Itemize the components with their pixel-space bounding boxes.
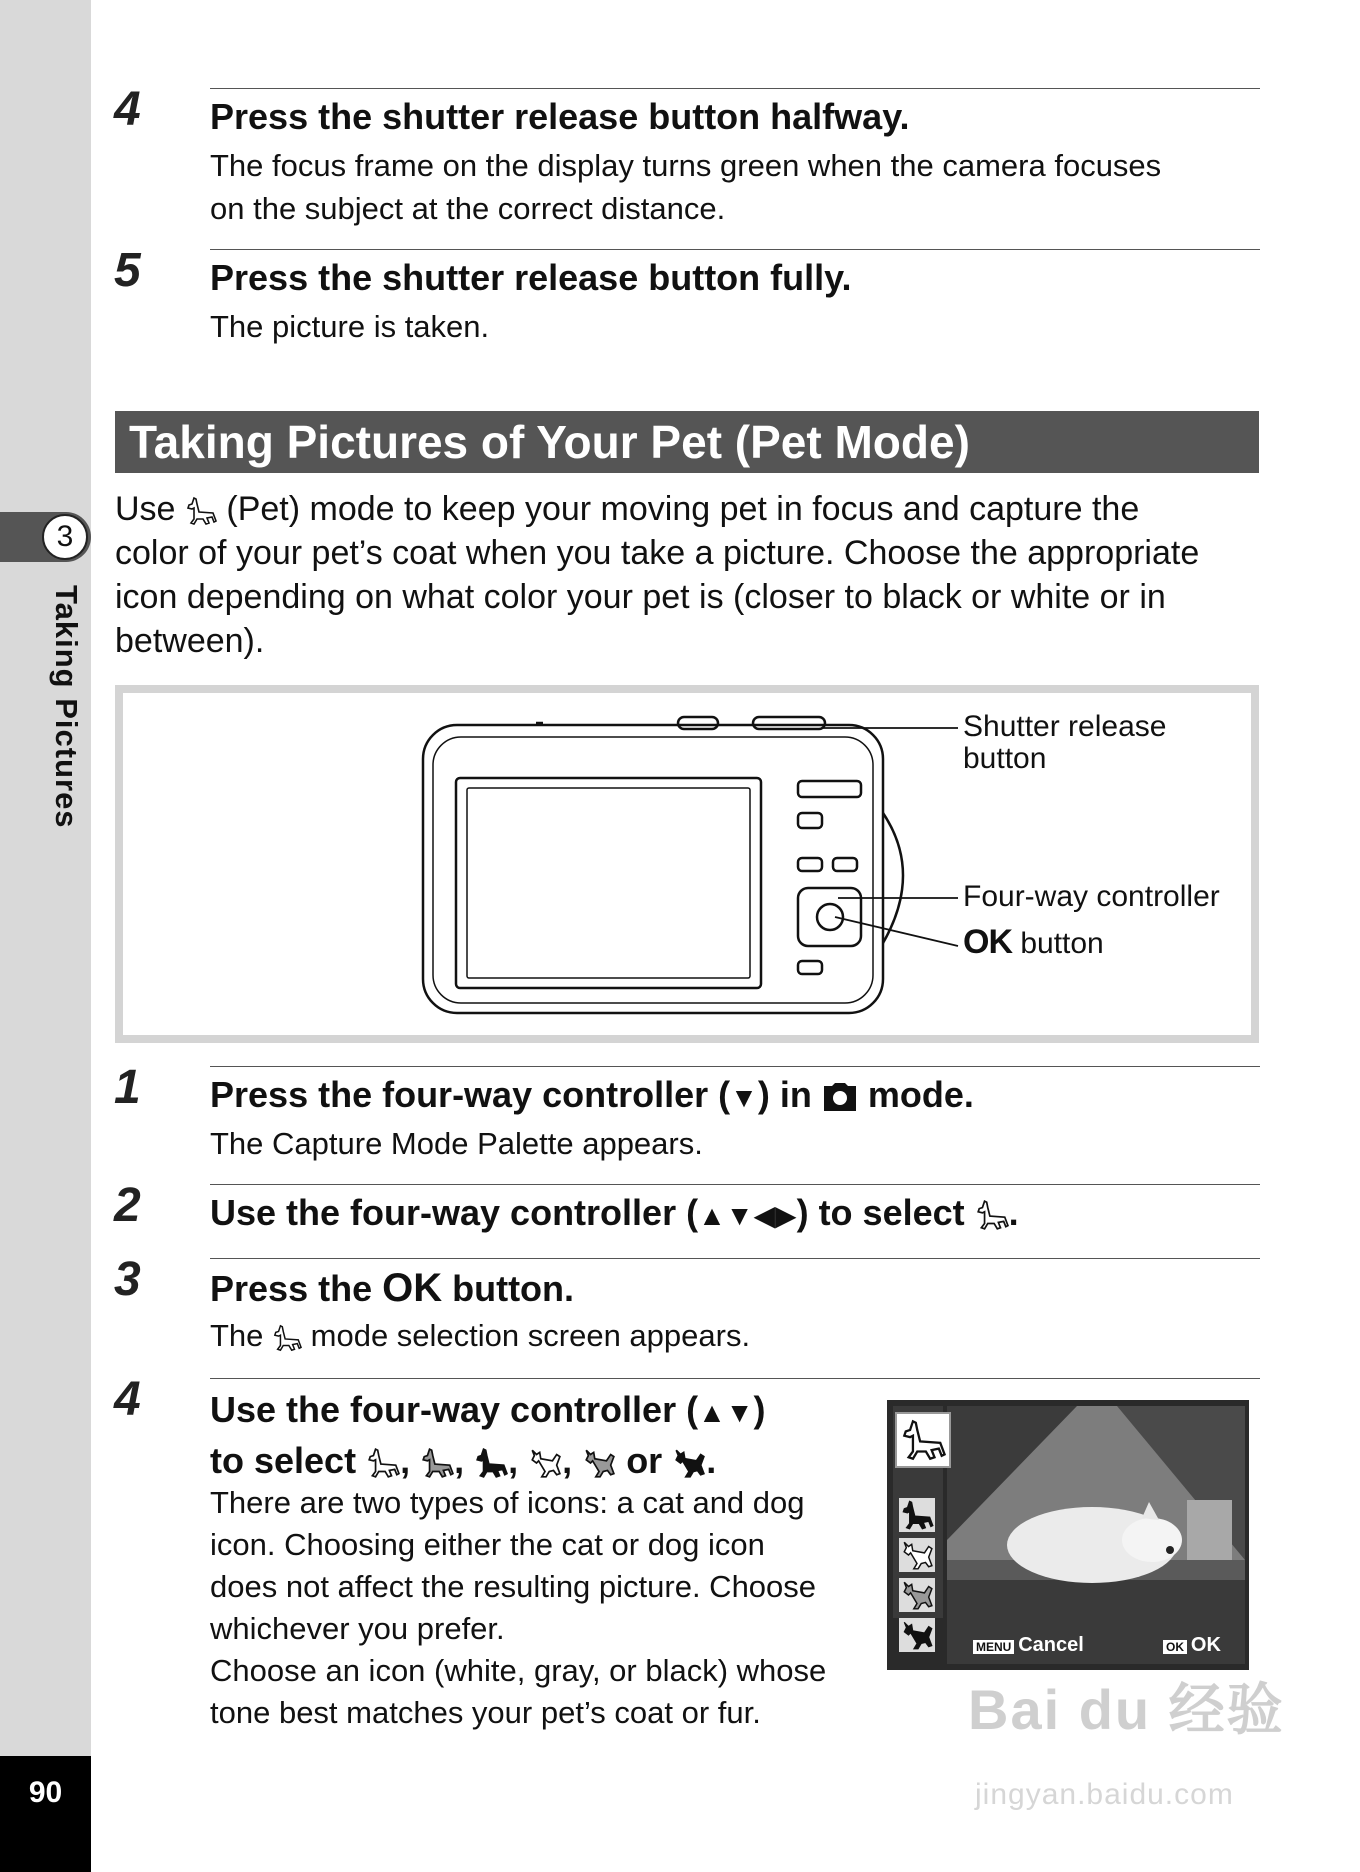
pet-dog-white-icon	[185, 495, 217, 527]
chapter-title: Taking Pictures	[49, 585, 84, 829]
step-divider	[210, 1258, 1260, 1259]
callout-text: button	[963, 742, 1047, 775]
pet-cat-gray-icon[interactable]	[899, 1578, 935, 1612]
pet-cat-white-icon[interactable]	[899, 1538, 935, 1572]
ok-mark: OK	[963, 923, 1012, 961]
callout-text: button	[1012, 927, 1104, 960]
step-description: The Capture Mode Palette appears.	[210, 1126, 703, 1161]
ok-label: OK	[1190, 1634, 1221, 1656]
menu-key: MENU	[973, 1640, 1014, 1654]
step-title: Press the shutter release button fully.	[210, 257, 852, 298]
step-5-top	[114, 244, 1260, 349]
pet-dog-gray-icon	[420, 1446, 454, 1480]
cancel-control[interactable]	[973, 1634, 1084, 1657]
step-3	[114, 1253, 1260, 1358]
callout-shutter-release	[963, 711, 1166, 775]
page-number: 90	[28, 1776, 63, 1809]
callout-text: Shutter release	[963, 710, 1167, 743]
arrows-icon: ▲▼	[698, 1397, 754, 1428]
desc-line: icon. Choosing either the cat or dog icon	[210, 1527, 765, 1562]
step-number: 4	[114, 1373, 141, 1426]
chapter-number: 3	[42, 514, 88, 560]
title-text: ) in	[757, 1074, 822, 1115]
step-divider	[210, 1378, 1260, 1379]
pet-dog-white-icon	[975, 1198, 1009, 1232]
title-text: to select	[210, 1440, 367, 1481]
intro-paragraph	[115, 487, 1265, 663]
separator: ,	[400, 1440, 411, 1481]
desc-line: There are two types of icons: a cat and dog	[210, 1485, 805, 1520]
step-number: 1	[114, 1061, 141, 1114]
callout-four-way-controller: Four-way controller	[963, 880, 1220, 913]
title-text: Use the four-way controller (	[210, 1389, 699, 1430]
step-number: 5	[114, 244, 141, 297]
title-line	[210, 1386, 766, 1437]
step-title: Press the shutter release button halfway.	[210, 96, 910, 137]
title-text: .	[706, 1440, 717, 1481]
step-title	[210, 1074, 974, 1116]
pet-dog-white-icon	[900, 1417, 946, 1463]
step-divider	[210, 249, 1260, 250]
title-text: Press the	[210, 1268, 383, 1309]
step-description	[210, 305, 489, 348]
step-title	[210, 1386, 766, 1485]
ok-mark: OK	[382, 1266, 443, 1310]
desc-line: The focus frame on the display turns green when the camera focuses	[210, 148, 1162, 183]
title-text: .	[1008, 1192, 1019, 1233]
intro-text: (Pet) mode to keep your moving pet in focus and capture the	[216, 490, 1140, 528]
step-description	[210, 1314, 750, 1357]
step-number: 2	[114, 1179, 141, 1232]
desc-line: The picture is taken.	[210, 309, 490, 344]
pet-cat-black-icon[interactable]	[899, 1618, 935, 1652]
step-2	[114, 1179, 1260, 1244]
pet-cat-gray-icon	[582, 1446, 616, 1480]
separator: ,	[454, 1440, 465, 1481]
pet-dog-white-icon	[272, 1323, 302, 1353]
selected-icon-frame[interactable]	[895, 1412, 951, 1468]
intro-line: icon depending on what color your pet is (closer to black or white or in	[115, 578, 1166, 616]
separator: ,	[562, 1440, 573, 1481]
step-title	[210, 1266, 574, 1311]
ok-key: OK	[1163, 1640, 1187, 1654]
sidebar-strip	[0, 0, 91, 1872]
section-header: Taking Pictures of Your Pet (Pet Mode)	[115, 411, 1259, 473]
desc-line: on the subject at the correct distance.	[210, 191, 726, 226]
step-number: 3	[114, 1253, 141, 1306]
desc-text: The	[210, 1318, 273, 1353]
step-title	[210, 1192, 1019, 1234]
desc-line: Choose an icon (white, gray, or black) whose	[210, 1653, 827, 1688]
desc-line: whichever you prefer.	[210, 1611, 505, 1646]
pet-cat-white-icon	[528, 1446, 562, 1480]
intro-line	[115, 487, 1265, 531]
title-text: or	[616, 1440, 673, 1481]
step-description	[210, 144, 1161, 230]
desc-text: mode selection screen appears.	[302, 1318, 751, 1353]
title-text: mode.	[857, 1074, 974, 1115]
pet-mode-screen	[887, 1400, 1249, 1670]
step-divider	[210, 1066, 1260, 1067]
step-1	[114, 1061, 1260, 1166]
pet-cat-black-icon	[672, 1446, 706, 1480]
title-text: ) to select	[796, 1192, 975, 1233]
intro-line: color of your pet’s coat when you take a picture. Choose the appropriate	[115, 534, 1200, 572]
step-description	[210, 1482, 890, 1734]
step-divider	[210, 88, 1260, 89]
step-number: 4	[114, 83, 141, 136]
intro-line: between).	[115, 622, 265, 660]
arrows-icon: ▲▼◀▶	[698, 1200, 797, 1231]
camera-figure	[115, 685, 1259, 1043]
pet-dog-black-icon[interactable]	[899, 1498, 935, 1532]
desc-line: tone best matches your pet’s coat or fur.	[210, 1695, 761, 1730]
step-4-top	[114, 83, 1260, 228]
callout-ok-button	[963, 923, 1104, 961]
ok-control[interactable]	[1163, 1634, 1221, 1657]
title-text: Use the four-way controller (	[210, 1192, 699, 1233]
cancel-label: Cancel	[1018, 1634, 1084, 1656]
down-arrow-icon: ▼	[730, 1082, 758, 1113]
watermark-logo: Bai du 经验	[968, 1678, 1285, 1741]
title-text: Press the four-way controller (	[210, 1074, 731, 1115]
title-text: )	[753, 1389, 766, 1430]
pet-dog-black-icon	[474, 1446, 508, 1480]
desc-line: does not affect the resulting picture. Choose	[210, 1569, 817, 1604]
page-number-box	[0, 1756, 91, 1872]
title-line	[210, 1437, 766, 1485]
camera-icon	[822, 1082, 858, 1112]
title-text: button.	[442, 1268, 575, 1309]
step-divider	[210, 1184, 1260, 1185]
pet-dog-white-icon	[366, 1446, 400, 1480]
separator: ,	[508, 1440, 519, 1481]
intro-prefix: Use	[115, 490, 185, 528]
watermark-url: jingyan.baidu.com	[975, 1778, 1234, 1811]
